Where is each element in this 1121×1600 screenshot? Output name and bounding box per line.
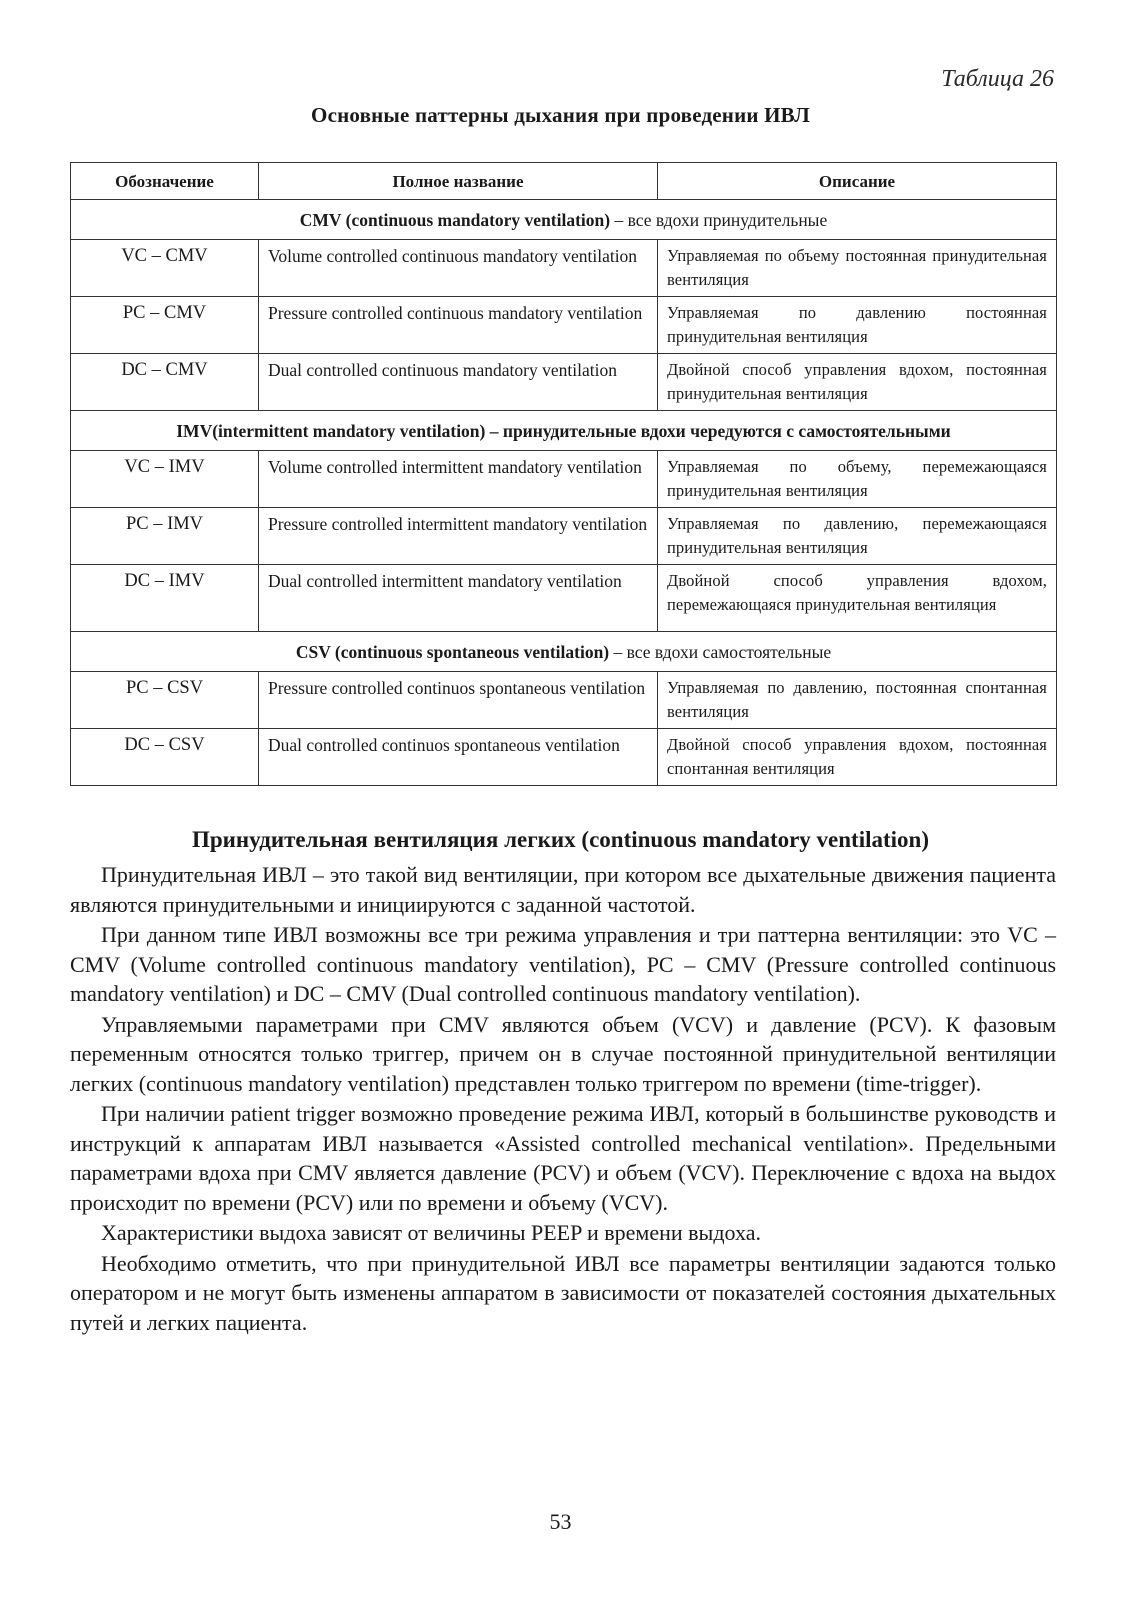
table-section-row	[71, 411, 1057, 451]
pattern-code: PC – CSV	[71, 672, 259, 729]
section-heading: Принудительная вентиляция легких (continuous mandatory ventilation)	[191, 827, 929, 852]
table-row	[71, 508, 1057, 565]
paragraph: Принудительная ИВЛ – это такой вид вентиляции, при котором все дыхательные движения пациента являются принудительными и инициируются с заданной частотой.	[70, 862, 1056, 917]
pattern-description: Управляемая по объему, перемежающаяся принудительная вентиляция	[658, 451, 1057, 508]
table-section-row	[71, 200, 1057, 240]
pattern-description: Двойной способ управления вдохом, перемежающаяся принудительная вентиляция	[658, 565, 1057, 632]
pattern-description: Управляемая по объему постоянная принудительная вентиляция	[658, 240, 1057, 297]
table-section-row	[71, 632, 1057, 672]
table-row	[71, 672, 1057, 729]
pattern-full-name: Pressure controlled continuous mandatory ventilation	[259, 297, 658, 354]
body-text	[70, 860, 1056, 1338]
section-title: CMV (continuous mandatory ventilation)	[299, 210, 611, 230]
pattern-full-name: Volume controlled continuous mandatory ventilation	[259, 240, 658, 297]
pattern-code: DC – IMV	[71, 565, 259, 632]
pattern-full-name: Dual controlled continuos spontaneous ventilation	[259, 729, 658, 786]
table-row	[71, 297, 1057, 354]
ventilation-patterns-table	[70, 162, 1057, 786]
section-subtitle: – все вдохи самостоятельные	[609, 642, 832, 662]
paragraph: При данном типе ИВЛ возможны все три режима управления и три паттерна вентиляции: это VC – CMV (Volume controlled continuous mandatory ventilation), PC – CMV (Pressure controlled continuous mandatory ventilation) и DC – CMV (Dual controlled continuous mandatory ventilation).	[70, 922, 1056, 1006]
pattern-full-name: Dual controlled continuous mandatory ventilation	[259, 354, 658, 411]
pattern-code: PC – CMV	[71, 297, 259, 354]
column-header-description: Описание	[658, 163, 1057, 200]
column-header-code: Обозначение	[71, 163, 259, 200]
pattern-code: VC – CMV	[71, 240, 259, 297]
pattern-full-name: Pressure controlled continuos spontaneous ventilation	[259, 672, 658, 729]
pattern-code: PC – IMV	[71, 508, 259, 565]
column-header-full-name: Полное название	[259, 163, 658, 200]
table-row	[71, 565, 1057, 632]
pattern-code: VC – IMV	[71, 451, 259, 508]
table-row	[71, 729, 1057, 786]
section-title: CSV (continuous spontaneous ventilation)	[295, 642, 610, 662]
pattern-description: Управляемая по давлению, постоянная спонтанная вентиляция	[658, 672, 1057, 729]
section-cell	[71, 632, 1057, 672]
paragraph: Необходимо отметить, что при принудительной ИВЛ все параметры вентиляции задаются только оператором и не могут быть изменены аппаратом в зависимости от показателей состояния дыхательных путей и легких пациента.	[70, 1250, 1056, 1335]
paragraph: При наличии patient trigger возможно проведение режима ИВЛ, который в большинстве руководств и инструкций к аппаратам ИВЛ называется «Assisted controlled mechanical ventilation». Предельными параметрами вдоха при CMV является давление (PCV) и объем (VCV). Переключение с вдоха на выдох происходит по времени (PCV) или по времени и объему (VCV).	[70, 1101, 1056, 1215]
table-number: Таблица 26	[941, 66, 1054, 92]
section-cell	[71, 200, 1057, 240]
paragraph: Управляемыми параметрами при CMV являются объем (VCV) и давление (PCV). К фазовым переменным относятся только триггер, причем он в случае постоянной принудительной вентиляции легких (continuous mandatory ventilation) представлен только триггером по времени (time-trigger).	[70, 1011, 1056, 1096]
pattern-full-name: Volume controlled intermittent mandatory ventilation	[259, 451, 658, 508]
pattern-full-name: Dual controlled intermittent mandatory ventilation	[259, 565, 658, 632]
table-row	[71, 354, 1057, 411]
table-title: Основные паттерны дыхания при проведении ИВЛ	[311, 103, 810, 127]
paragraph: Характеристики выдоха зависят от величины PEEP и времени выдоха.	[101, 1220, 761, 1245]
table-row	[71, 240, 1057, 297]
pattern-description: Двойной способ управления вдохом, постоянная спонтанная вентиляция	[658, 729, 1057, 786]
page-number: 53	[549, 1509, 572, 1534]
table-row	[71, 451, 1057, 508]
pattern-code: DC – CSV	[71, 729, 259, 786]
pattern-description: Управляемая по давлению постоянная принудительная вентиляция	[658, 297, 1057, 354]
section-title: IMV(intermittent mandatory ventilation) – принудительные вдохи чередуются с самостоятельными	[176, 421, 951, 441]
section-subtitle: – все вдохи принудительные	[610, 210, 828, 230]
pattern-code: DC – CMV	[71, 354, 259, 411]
section-cell	[71, 411, 1057, 451]
pattern-description: Двойной способ управления вдохом, постоянная принудительная вентиляция	[658, 354, 1057, 411]
pattern-full-name: Pressure controlled intermittent mandatory ventilation	[259, 508, 658, 565]
table-header-row	[71, 163, 1057, 200]
pattern-description: Управляемая по давлению, перемежающаяся принудительная вентиляция	[658, 508, 1057, 565]
